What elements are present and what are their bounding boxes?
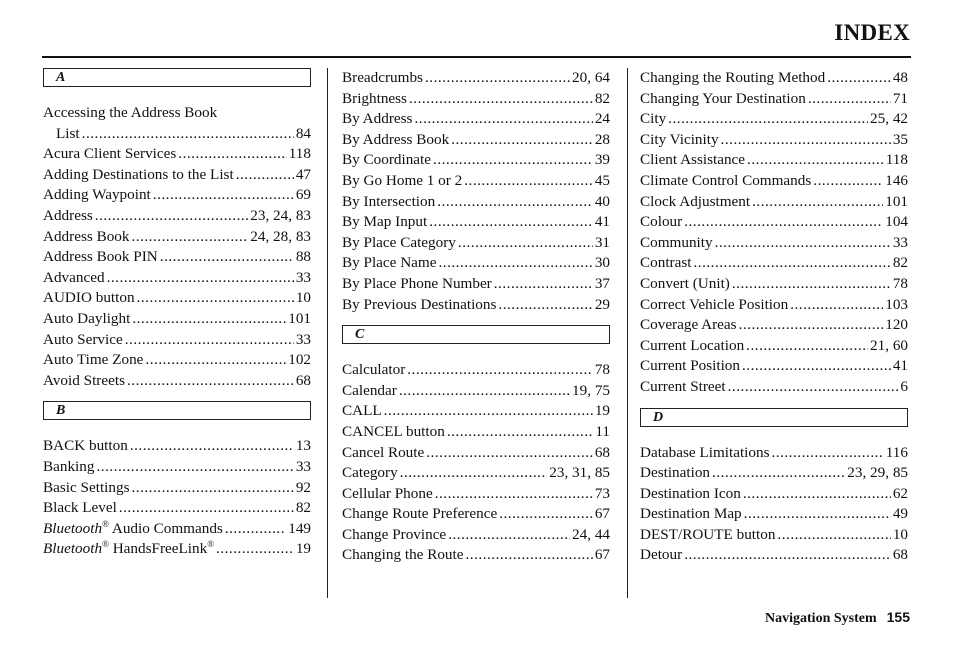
entry-label: Banking (43, 457, 95, 475)
index-entry (640, 150, 908, 171)
entry-label: Change Province (342, 525, 447, 543)
entry-label: Current Location (640, 336, 745, 354)
entry-label: Cancel Route (342, 443, 425, 461)
entry-page: 21, 60 (870, 336, 908, 354)
entry-label: By Place Phone Number (342, 274, 492, 292)
index-entry (640, 545, 908, 566)
entry-page: 71 (892, 89, 908, 107)
entry-label: Auto Time Zone (43, 351, 144, 369)
entry-label: Destination (640, 464, 711, 482)
entry-page: 116 (885, 443, 908, 461)
leader-dots (125, 330, 294, 351)
leader-dots (458, 233, 593, 254)
entry-label: Changing the Route (342, 546, 464, 564)
entry-page: 13 (295, 437, 311, 455)
entry-page: 101 (885, 192, 908, 210)
entry-page: 24 (594, 110, 610, 128)
entries-b (43, 436, 311, 560)
entry-label: Brightness (342, 89, 407, 107)
index-entry (43, 288, 311, 309)
page-title: INDEX (834, 20, 910, 45)
entry-label: AUDIO button (43, 289, 135, 307)
entry-page: 40 (594, 192, 610, 210)
index-entry (640, 253, 908, 274)
index-entry (342, 463, 610, 484)
entry-label: City Vicinity (640, 130, 719, 148)
entry-label: BACK button (43, 437, 128, 455)
column-divider (627, 68, 628, 598)
leader-dots (747, 150, 884, 171)
leader-dots (384, 401, 593, 422)
leader-dots (130, 436, 294, 457)
leader-dots (127, 371, 294, 392)
entry-page: 47 (295, 165, 311, 183)
entry-page: 33 (295, 268, 311, 286)
index-entry (342, 484, 610, 505)
index-entry (640, 463, 908, 484)
leader-dots (137, 288, 294, 309)
entry-label: Current Position (640, 357, 740, 375)
leader-dots (400, 463, 548, 484)
entries-c (342, 360, 610, 566)
entry-label: Community (640, 233, 713, 251)
index-entry (342, 360, 610, 381)
entry-page: 33 (892, 233, 908, 251)
entry-label: Destination Icon (640, 484, 741, 502)
leader-dots (153, 185, 294, 206)
entry-label: Address Book PIN (43, 248, 158, 266)
leader-dots (752, 192, 883, 213)
entry-page: 62 (892, 484, 908, 502)
section-header-b: B (43, 401, 311, 420)
leader-dots (437, 192, 593, 213)
index-column-3 (640, 68, 908, 566)
leader-dots (82, 124, 294, 145)
leader-dots (715, 233, 891, 254)
index-entry (640, 295, 908, 316)
entry-page: 68 (594, 443, 610, 461)
entry-page: 39 (594, 151, 610, 169)
index-entry (640, 274, 908, 295)
index-entry (43, 124, 311, 145)
entry-page: 78 (594, 361, 610, 379)
leader-dots (119, 498, 294, 519)
leader-dots (178, 144, 287, 165)
index-entry (342, 545, 610, 566)
entry-label: Clock Adjustment (640, 192, 751, 210)
leader-dots (399, 381, 570, 402)
index-entry (342, 504, 610, 525)
index-entry (43, 498, 311, 519)
index-entry (342, 68, 610, 89)
entry-label: Climate Control Commands (640, 171, 812, 189)
entry-label: Address Book (43, 227, 130, 245)
entry-page: 67 (594, 546, 610, 564)
entry-page: 120 (885, 316, 908, 334)
page-footer (765, 609, 910, 627)
entry-label-italic: Bluetooth (43, 519, 103, 537)
leader-dots (744, 504, 891, 525)
leader-dots (96, 457, 293, 478)
entry-label: Breadcrumbs (342, 69, 423, 86)
entry-page: 20, 64 (572, 69, 610, 86)
entry-page: 73 (594, 484, 610, 502)
entry-page: 37 (594, 274, 610, 292)
entry-page: 33 (295, 457, 311, 475)
entry-label: DEST/ROUTE button (640, 525, 776, 543)
index-entry (342, 422, 610, 443)
entry-page: 25, 42 (870, 110, 908, 128)
entry-page: 48 (892, 69, 908, 86)
leader-dots (771, 443, 883, 464)
leader-dots (409, 89, 593, 110)
entry-label: Destination Map (640, 505, 742, 523)
entry-page: 82 (295, 499, 311, 517)
entry-page: 28 (594, 130, 610, 148)
index-entry (43, 519, 311, 540)
index-entry (342, 274, 610, 295)
registered-mark: ® (102, 539, 109, 550)
entry-page: 101 (288, 309, 311, 327)
entry-page: 30 (594, 254, 610, 272)
entry-page: 118 (288, 145, 311, 163)
entry-page: 23, 29, 85 (847, 464, 908, 482)
entry-label: By Place Category (342, 233, 456, 251)
entry-page: 146 (885, 171, 908, 189)
entry-label: City (640, 110, 667, 128)
entry-label: By Coordinate (342, 151, 432, 169)
entry-label: Advanced (43, 268, 105, 286)
entry-page: 82 (892, 254, 908, 272)
index-entry (342, 89, 610, 110)
entry-page: 88 (295, 248, 311, 266)
leader-dots (739, 315, 884, 336)
leader-dots (407, 360, 593, 381)
entry-page: 82 (594, 89, 610, 107)
section-header-d: D (640, 408, 908, 427)
index-entry (43, 247, 311, 268)
entry-label: Coverage Areas (640, 316, 737, 334)
index-entry (640, 130, 908, 151)
leader-dots (827, 68, 891, 89)
entry-page: 23, 24, 83 (250, 206, 311, 224)
entries-a (43, 103, 311, 391)
entry-page: 45 (594, 171, 610, 189)
leader-dots (684, 212, 883, 233)
entry-label-rest: Audio Commands (108, 519, 223, 537)
entry-label: Calculator (342, 361, 406, 379)
entry-page: 19 (594, 402, 610, 420)
entry-page: 68 (295, 371, 311, 389)
entry-label: Auto Service (43, 330, 123, 348)
leader-dots (494, 274, 593, 295)
index-entry (43, 371, 311, 392)
footer-section: Navigation System (765, 611, 877, 626)
index-entry (43, 436, 311, 457)
index-entry (640, 212, 908, 233)
entry-page: 33 (295, 330, 311, 348)
entry-label: CALL (342, 402, 382, 420)
index-entry (342, 109, 610, 130)
leader-dots (145, 350, 286, 371)
leader-dots (813, 171, 883, 192)
index-entry (342, 401, 610, 422)
index-entry (43, 227, 311, 248)
leader-dots (808, 89, 891, 110)
index-entry (43, 309, 311, 330)
index-entry (342, 150, 610, 171)
registered-mark: ® (102, 518, 109, 529)
index-entry (342, 171, 610, 192)
entry-page: 49 (892, 505, 908, 523)
index-entry (43, 330, 311, 351)
index-entry (342, 381, 610, 402)
entry-label-italic: Bluetooth (43, 540, 103, 558)
entry-page: 31 (594, 233, 610, 251)
entry-label: Detour (640, 546, 683, 564)
entry-page: 149 (288, 519, 311, 537)
entry-label: Accessing the Address Book (43, 104, 218, 121)
index-entry (43, 350, 311, 371)
leader-dots (721, 130, 891, 151)
entry-page: 11 (595, 422, 610, 440)
leader-dots (448, 525, 570, 546)
entry-label: Calendar (342, 381, 397, 399)
index-entry (342, 253, 610, 274)
index-entry (342, 525, 610, 546)
leader-dots (668, 109, 868, 130)
entry-label: Category (342, 464, 398, 482)
entry-label: By Address Book (342, 130, 450, 148)
entry-page: 102 (288, 351, 311, 369)
entries-c-continued (640, 68, 908, 398)
entry-label: Client Assistance (640, 151, 746, 169)
leader-dots (107, 268, 294, 289)
entry-page: 19, 75 (572, 381, 610, 399)
entry-page: 78 (892, 274, 908, 292)
entry-page: 41 (594, 213, 610, 231)
index-entry (640, 89, 908, 110)
entry-label (43, 539, 214, 560)
index-entry (43, 185, 311, 206)
leader-dots (732, 274, 891, 295)
entry-label: Correct Vehicle Position (640, 295, 789, 313)
leader-dots (131, 227, 248, 248)
leader-dots (466, 545, 593, 566)
index-entry (640, 109, 908, 130)
leader-dots (429, 212, 593, 233)
leader-dots (216, 539, 294, 560)
leader-dots (160, 247, 294, 268)
entry-page: 92 (295, 478, 311, 496)
index-column-1 (43, 68, 311, 560)
index-entry (640, 315, 908, 336)
entry-label: Convert (Unit) (640, 274, 730, 292)
leader-dots (777, 525, 890, 546)
index-entry (640, 525, 908, 546)
entry-label: Basic Settings (43, 478, 130, 496)
entry-page: 6 (900, 377, 908, 395)
index-entry (640, 336, 908, 357)
entry-label: By Map Input (342, 213, 428, 231)
entry-label: Adding Waypoint (43, 186, 151, 204)
entry-label: Database Limitations (640, 443, 770, 461)
leader-dots (499, 504, 593, 525)
leader-dots (433, 150, 593, 171)
header-rule (42, 56, 911, 58)
entry-page: 67 (594, 505, 610, 523)
index-entry (640, 192, 908, 213)
leader-dots (225, 519, 286, 540)
entry-page: 118 (885, 151, 908, 169)
index-entry (342, 443, 610, 464)
index-entry (43, 103, 311, 124)
entry-label: CANCEL button (342, 422, 445, 440)
leader-dots (447, 422, 594, 443)
leader-dots (132, 309, 286, 330)
entry-page: 29 (594, 295, 610, 313)
entry-label: Adding Destinations to the List (43, 165, 234, 183)
entry-label: Avoid Streets (43, 371, 125, 389)
page-number: 155 (886, 609, 910, 625)
leader-dots (426, 443, 593, 464)
entry-page: 84 (295, 124, 311, 142)
entry-label: By Address (342, 110, 413, 128)
index-entry (43, 206, 311, 227)
index-entry (43, 457, 311, 478)
leader-dots (693, 253, 890, 274)
index-entry (640, 484, 908, 505)
entry-page: 10 (892, 525, 908, 543)
entry-label: By Go Home 1 or 2 (342, 171, 463, 189)
entry-label-rest: HandsFreeLink (108, 540, 208, 558)
entry-label: Current Street (640, 377, 726, 395)
leader-dots (684, 545, 891, 566)
index-entry (640, 377, 908, 398)
entry-label: Auto Daylight (43, 309, 131, 327)
leader-dots (498, 295, 592, 316)
section-header-a: A (43, 68, 311, 87)
index-entry (342, 130, 610, 151)
index-entry (342, 295, 610, 316)
entry-page: 103 (885, 295, 908, 313)
column-divider (327, 68, 328, 598)
entry-label: Address (43, 206, 93, 224)
index-entry (342, 212, 610, 233)
index-entry (43, 539, 311, 560)
entry-label: Change Route Preference (342, 505, 498, 523)
registered-mark: ® (207, 539, 215, 550)
leader-dots (435, 484, 593, 505)
entry-page: 69 (295, 186, 311, 204)
entry-label: Colour (640, 213, 683, 231)
index-entry (640, 504, 908, 525)
entry-page: 19 (295, 540, 311, 558)
index-column-2 (342, 68, 610, 566)
leader-dots (790, 295, 883, 316)
entry-label: By Place Name (342, 254, 437, 272)
entry-label: By Previous Destinations (342, 295, 497, 313)
entry-page: 10 (295, 289, 311, 307)
leader-dots (746, 336, 868, 357)
leader-dots (728, 377, 899, 398)
index-entry (640, 356, 908, 377)
entry-page: 35 (892, 130, 908, 148)
index-entry (640, 171, 908, 192)
leader-dots (438, 253, 592, 274)
entry-label (43, 519, 223, 540)
entries-d (640, 443, 908, 567)
entry-page: 24, 44 (572, 525, 610, 543)
entry-page: 104 (885, 213, 908, 231)
leader-dots (95, 206, 248, 227)
index-entry (640, 68, 908, 89)
index-entry (342, 192, 610, 213)
entry-page: 41 (892, 357, 908, 375)
entry-page: 68 (892, 546, 908, 564)
leader-dots (451, 130, 593, 151)
index-entry (342, 233, 610, 254)
section-header-c: C (342, 325, 610, 344)
entry-label: Changing Your Destination (640, 89, 806, 107)
leader-dots (131, 478, 293, 499)
entry-label: Cellular Phone (342, 484, 433, 502)
leader-dots (425, 68, 570, 89)
leader-dots (712, 463, 845, 484)
index-entry (43, 144, 311, 165)
leader-dots (743, 484, 891, 505)
index-entry (43, 478, 311, 499)
entry-label: Contrast (640, 254, 692, 272)
leader-dots (414, 109, 592, 130)
entry-label: Changing the Routing Method (640, 69, 826, 86)
entry-page: 24, 28, 83 (250, 227, 311, 245)
leader-dots (236, 165, 294, 186)
entries-b-continued (342, 68, 610, 315)
index-entry (43, 268, 311, 289)
index-entry (43, 165, 311, 186)
index-entry (640, 443, 908, 464)
leader-dots (742, 356, 891, 377)
entry-label: Black Level (43, 499, 117, 517)
index-entry (640, 233, 908, 254)
entry-page: 23, 31, 85 (549, 464, 610, 482)
entry-label: By Intersection (342, 192, 436, 210)
leader-dots (464, 171, 593, 192)
entry-label: List (56, 124, 80, 142)
entry-label: Acura Client Services (43, 145, 177, 163)
